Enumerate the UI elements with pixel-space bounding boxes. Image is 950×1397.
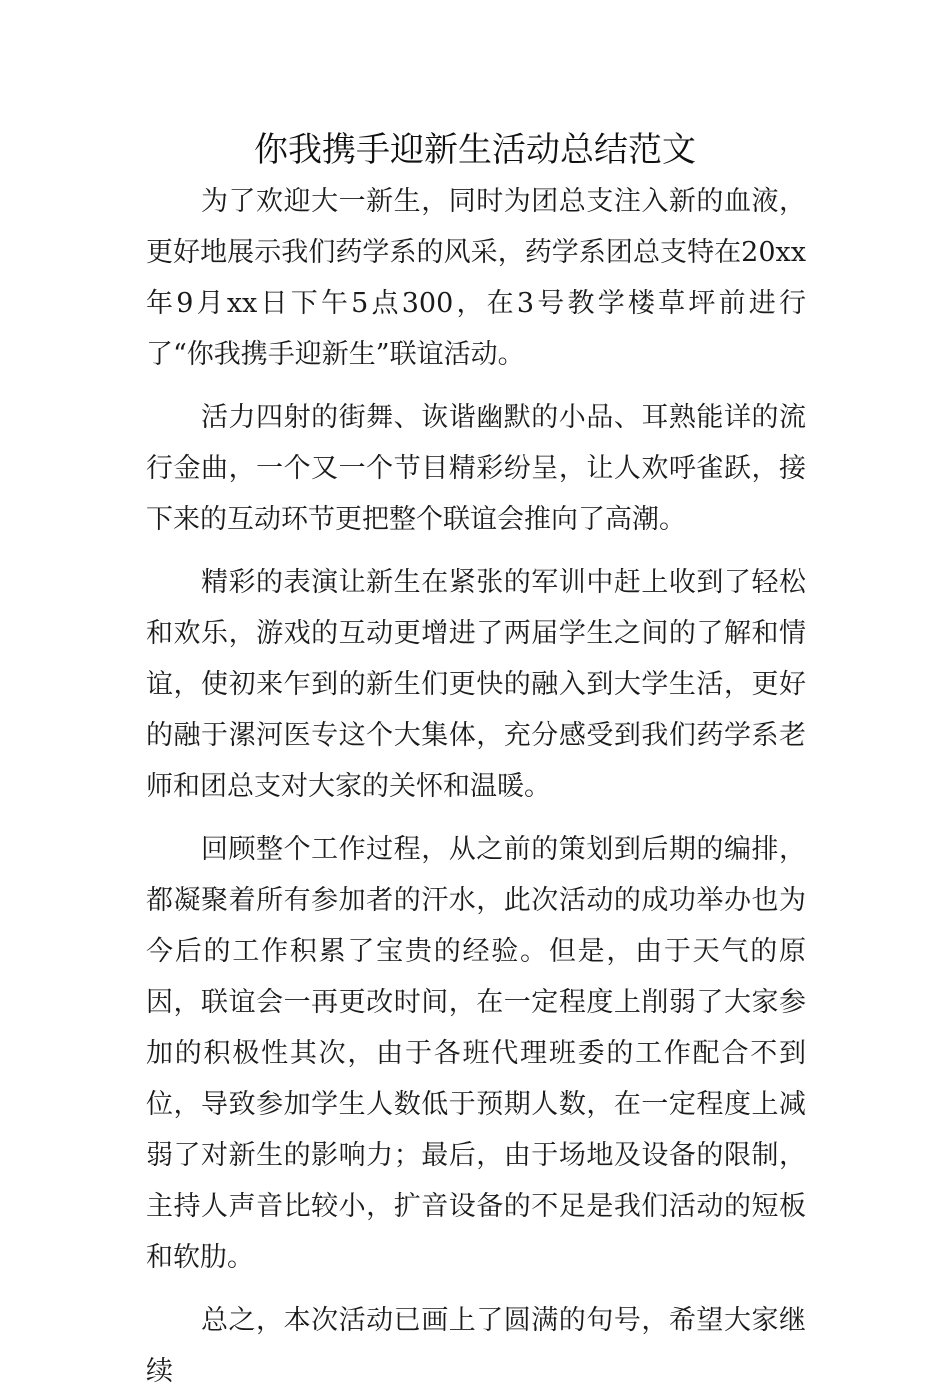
paragraph-3: 精彩的表演让新生在紧张的军训中赶上收到了轻松和欢乐，游戏的互动更增进了两届学生之间的了解和情谊，使初来乍到的新生们更快的融入到大学生活，更好的融于漯河医专这个大集体，充分感受到我们药学系老师和团总支对大家的关怀和温暖。 (146, 567, 806, 802)
paragraph-4: 回顾整个工作过程，从之前的策划到后期的编排，都凝聚着所有参加者的汗水，此次活动的成功举办也为今后的工作积累了宝贵的经验。但是，由于天气的原因，联谊会一再更改时间，在一定程度上削弱了大家参加的积极性其次，由于各班代理班委的工作配合不到位，导致参加学生人数低于预期人数，在一定程度上减弱了对新生的影响力；最后，由于场地及设备的限制，主持人声音比较小，扩音设备的不足是我们活动的短板和软肋。 (146, 834, 806, 1273)
paragraph-1: 为了欢迎大一新生，同时为团总支注入新的血液，更好地展示我们药学系的风采，药学系团总支特在20xx年9月xx日下午5点300，在3号教学楼草坪前进行了“你我携手迎新生”联谊活动。 (146, 186, 806, 370)
paragraph-5: 总之，本次活动已画上了圆满的句号，希望大家继续 (146, 1305, 806, 1387)
document-body (146, 176, 806, 1397)
document-title: 你我携手迎新生活动总结范文 (254, 130, 696, 170)
paragraph-2: 活力四射的街舞、诙谐幽默的小品、耳熟能详的流行金曲，一个又一个节目精彩纷呈，让人欢呼雀跃，接下来的互动环节更把整个联谊会推向了高潮。 (146, 402, 806, 535)
